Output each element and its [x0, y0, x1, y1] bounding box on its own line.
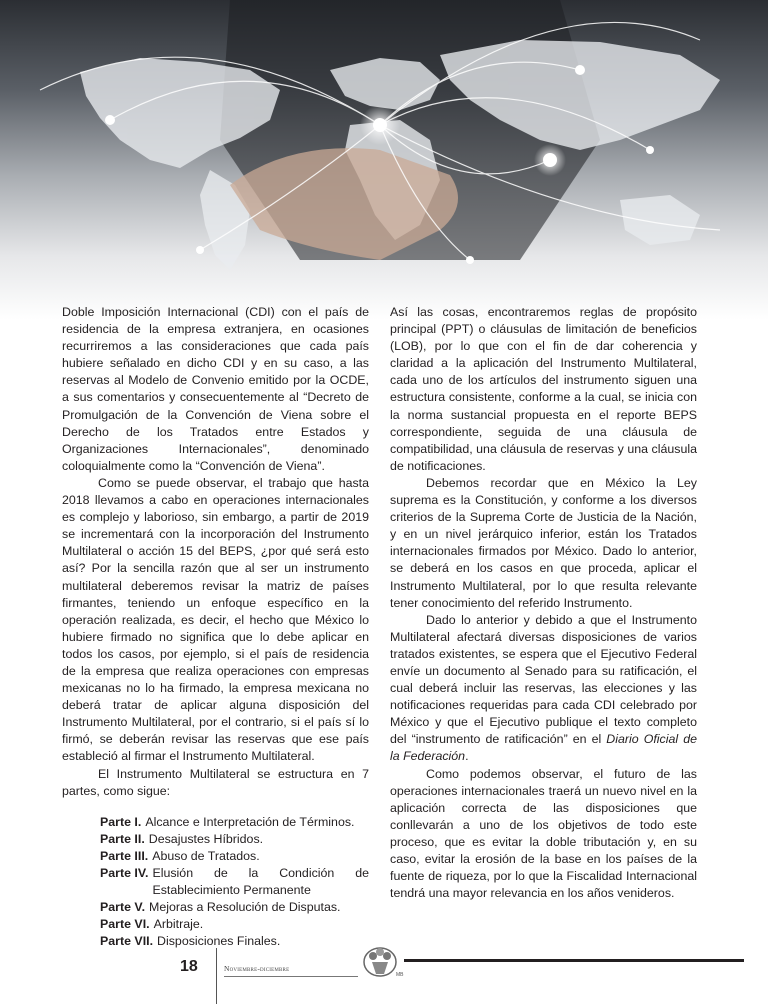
parts-list-item — [100, 814, 369, 831]
world-map-network-illustration — [0, 0, 768, 320]
part-label: Parte IV. — [100, 866, 149, 880]
left-paragraph-3: El Instrumento Multilateral se estructura en 7 partes, como sigue: — [62, 766, 369, 798]
part-label: Parte V. — [100, 900, 146, 915]
left-paragraph-2: Como se puede observar, el trabajo que hasta 2018 llevamos a cabo en operaciones internacionales es complejo y laborioso, sin embargo, a partir de 2019 se incrementará con la incorporación del Instrumento Multilateral o acción 15 del BEPS, ¿por qué será esto así? Por la sencilla razón que al ser un instrumento multilateral deberemos revisar la matriz de países firmantes, teniendo un enfoque específico en la operación realizada, es decir, el hecho que México lo hubiere firmado no significa que lo debe aplicar en todos los casos, por ejemplo, si el país de residencia de la empresa que realiza operaciones con empresas mexicanas no lo ha firmado, la empresa mexicana no deberá tratar de aplicar alguna disposición del Instrumento Multilateral, por el contrario, si el país sí lo firmó, se deberán revisar las reservas que ese país estableció al firmar el Instrumento Multilateral. — [62, 475, 369, 764]
part-text: Elusión de la Condición de Establecimiento Permanente — [152, 866, 369, 898]
part-label: Parte III. — [100, 848, 149, 863]
right-paragraph-3 — [390, 612, 697, 766]
page-number: 18 — [180, 958, 198, 975]
parts-list-item — [100, 831, 369, 848]
part-text: Arbitraje. — [153, 917, 204, 932]
footer-divider — [216, 948, 217, 1004]
right-paragraph-3-end: . — [465, 749, 469, 764]
footer-bar — [404, 959, 744, 962]
parts-list-item — [100, 865, 369, 899]
parts-list-item — [100, 848, 369, 865]
part-label: Parte VII. — [100, 934, 154, 949]
parts-list — [100, 814, 369, 951]
left-text-column — [62, 304, 369, 950]
part-text: Abuso de Tratados. — [152, 848, 260, 863]
parts-list-item — [100, 899, 369, 916]
issue-label: Noviembre-diciembre — [224, 964, 290, 973]
right-text-column — [390, 304, 697, 902]
right-paragraph-3-text: Dado lo anterior y debido a que el Instrumento Multilateral afectará diversas disposiciones de varios tratados existentes, se espera que el Ejecutivo Federal envíe un documento al Senado para su ratificación, el cual deberá incluir las reservas, las elecciones y las notificaciones requeridas para cada CDI celebrado por México y que el Ejecutivo publique el texto completo del “instrumento de ratificación” en el — [390, 612, 697, 747]
right-paragraph-4: Como podemos observar, el futuro de las operaciones internacionales traerá un nuevo nivel en la aplicación correcta de las disposiciones que conllevarán a uno de los objetivos de todo este proceso, que es evitar la doble tributación y, en su caso, evitar la erosión de la base en los países de la fuente de riqueza, por lo que la Fiscalidad Internacional tendrá una mayor relevancia en los años venideros. — [390, 766, 697, 901]
part-text: Mejoras a Resolución de Disputas. — [149, 900, 341, 915]
right-paragraph-2: Debemos recordar que en México la Ley suprema es la Constitución, y conforme a los diversos criterios de la Suprema Corte de Justicia de la Nación, y en un nivel jerárquico inferior, están los Tratados internacionales firmados por México. Dado lo anterior, se deberá en los casos en que proceda, aplicar el Instrumento Multilateral, por lo que resulta relevante tener conocimiento del referido Instrumento. — [390, 475, 697, 610]
part-label: Parte VI. — [100, 917, 150, 932]
left-paragraph-1: Doble Imposición Internacional (CDI) con el país de residencia de la empresa extranjera, en ocasiones recurriremos a las consideraciones que cada país hubiere señalado en dicho CDI y en su caso, a las reservas al Modelo de Convenio emitido por la OCDE, a sus comentarios y consecuentemente al “Decreto de Promulgación de la Convención de Viena sobre el Derecho de los Tratados entre Estados y Organizaciones Internacionales”, denominado coloquialmente como la “Convención de Viena”. — [62, 305, 369, 473]
part-label: Parte I. — [100, 814, 142, 829]
part-text: Alcance e Interpretación de Términos. — [145, 814, 355, 829]
page-footer — [0, 940, 768, 1004]
part-label: Parte II. — [100, 831, 145, 846]
parts-list-item — [100, 916, 369, 933]
footer-rule — [224, 976, 358, 977]
part-text: Desajustes Híbridos. — [148, 831, 264, 846]
logo-text: MB — [396, 972, 404, 978]
part-text: Disposiciones Finales. — [157, 934, 281, 949]
hero-world-map-image — [0, 0, 768, 320]
right-paragraph-1: Así las cosas, encontraremos reglas de propósito principal (PPT) o cláusulas de limitación de beneficios (LOB), por lo que con el fin de dar coherencia y claridad a la aplicación del Instrumento Multilateral, cada uno de los artículos del instrumento siguen una estructura consistente, conforme a la cual, se inicia con la norma sustancial propuesta en el reporte BEPS correspondiente, seguida de una cláusula de compatibilidad, una cláusula de reservas y una cláusula de notificaciones. — [390, 305, 697, 473]
publication-name: Diario Oficial de la Federación — [390, 732, 697, 764]
